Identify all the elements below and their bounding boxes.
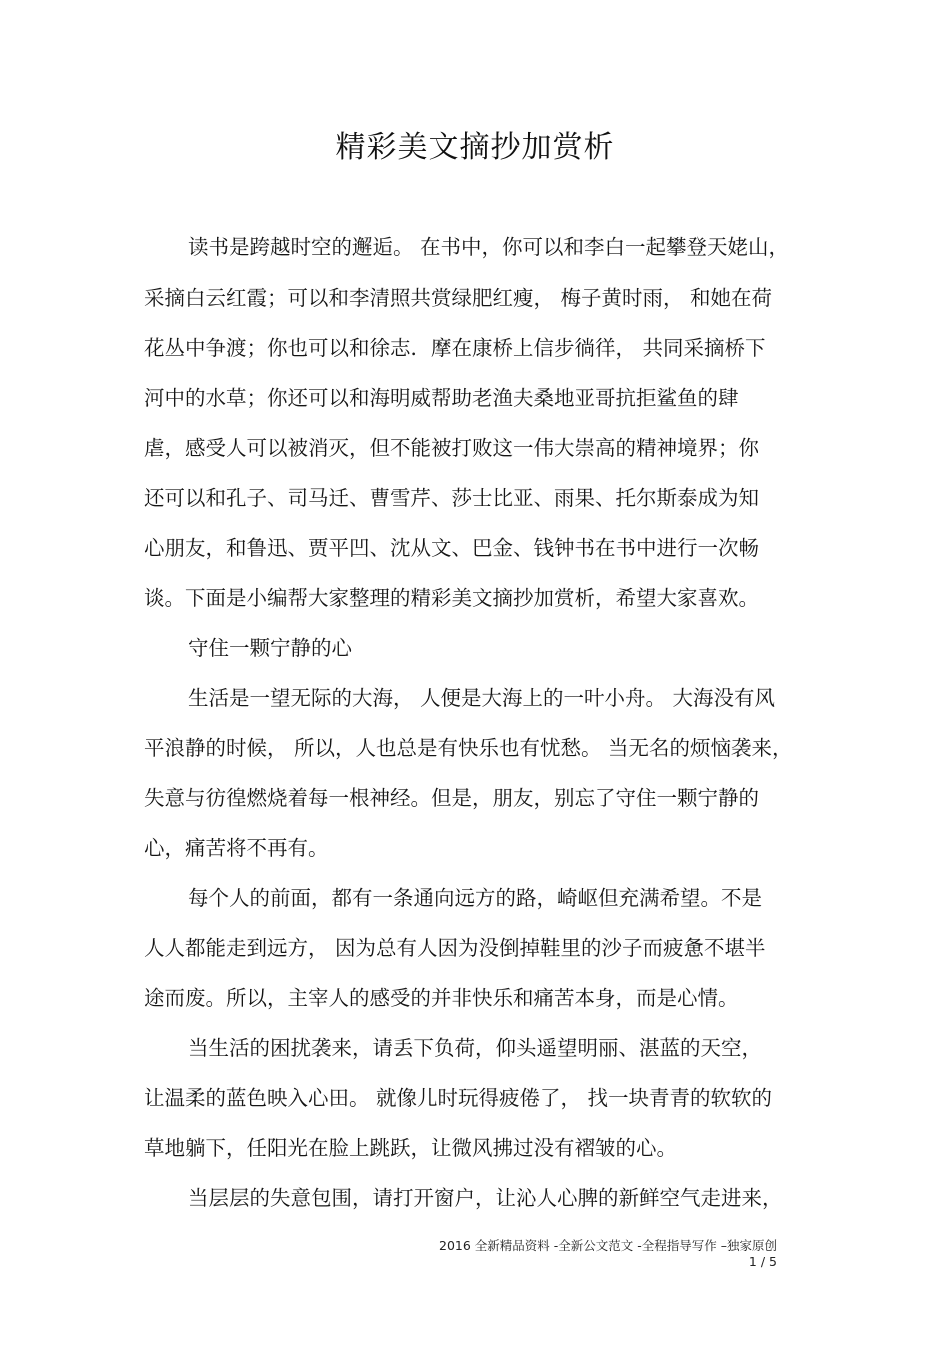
text-line: 人人都能走到远方， 因为总有人因为没倒掉鞋里的沙子而疲惫不堪半 xyxy=(144,936,766,960)
text-line: 心，痛苦将不再有。 xyxy=(144,836,329,860)
text-line: 平浪静的时候， 所以，人也总是有快乐也有忧愁。 当无名的烦恼袭来， xyxy=(144,736,793,760)
text-line: 途而废。所以，主宰人的感受的并非快乐和痛苦本身，而是心情。 xyxy=(144,986,739,1010)
text-line: 谈。下面是小编帮大家整理的精彩美文摘抄加赏析，希望大家喜欢。 xyxy=(144,586,759,610)
text-line: 读书是跨越时空的邂逅。 在书中，你可以和李白一起攀登天姥山， xyxy=(188,235,790,259)
document-title: 精彩美文摘抄加赏析 xyxy=(335,130,615,165)
text-line: 虐，感受人可以被消灭，但不能被打败这一伟大崇高的精神境界；你 xyxy=(144,436,759,460)
text-line: 让温柔的蓝色映入心田。 就像儿时玩得疲倦了， 找一块青青的软软的 xyxy=(144,1086,773,1110)
section-heading: 守住一颗宁静的心 xyxy=(188,636,352,660)
text-line: 当生活的困扰袭来，请丢下负荷，仰头遥望明丽、湛蓝的天空， xyxy=(188,1036,762,1060)
text-line: 失意与彷徨燃烧着每一根神经。但是，朋友，别忘了守住一颗宁静的 xyxy=(144,786,759,810)
text-line: 还可以和孔子、司马迁、曹雪芹、莎士比亚、雨果、托尔斯泰成为知 xyxy=(144,486,759,510)
text-line: 河中的水草；你还可以和海明威帮助老渔夫桑地亚哥抗拒鲨鱼的肆 xyxy=(144,386,739,410)
page-number: 1 / 5 xyxy=(748,1254,777,1269)
text-line: 花丛中争渡；你也可以和徐志．摩在康桥上信步徜徉， 共同采摘桥下 xyxy=(144,336,766,360)
text-line: 草地躺下，任阳光在脸上跳跃，让微风拂过没有褶皱的心。 xyxy=(144,1136,677,1160)
text-line: 每个人的前面，都有一条通向远方的路，崎岖但充满希望。不是 xyxy=(188,886,762,910)
text-line: 心朋友，和鲁迅、贾平凹、沈从文、巴金、钱钟书在书中进行一次畅 xyxy=(144,536,759,560)
text-line: 当层层的失意包围，请打开窗户，让沁人心脾的新鲜空气走进来， xyxy=(188,1186,783,1210)
text-line: 生活是一望无际的大海， 人便是大海上的一叶小舟。 大海没有风 xyxy=(188,686,776,710)
footer-source: 2016 全新精品资料 -全新公文范文 -全程指导写作 –独家原创 xyxy=(439,1238,777,1253)
text-line: 采摘白云红霞；可以和李清照共赏绿肥红瘦， 梅子黄时雨， 和她在荷 xyxy=(144,286,773,310)
